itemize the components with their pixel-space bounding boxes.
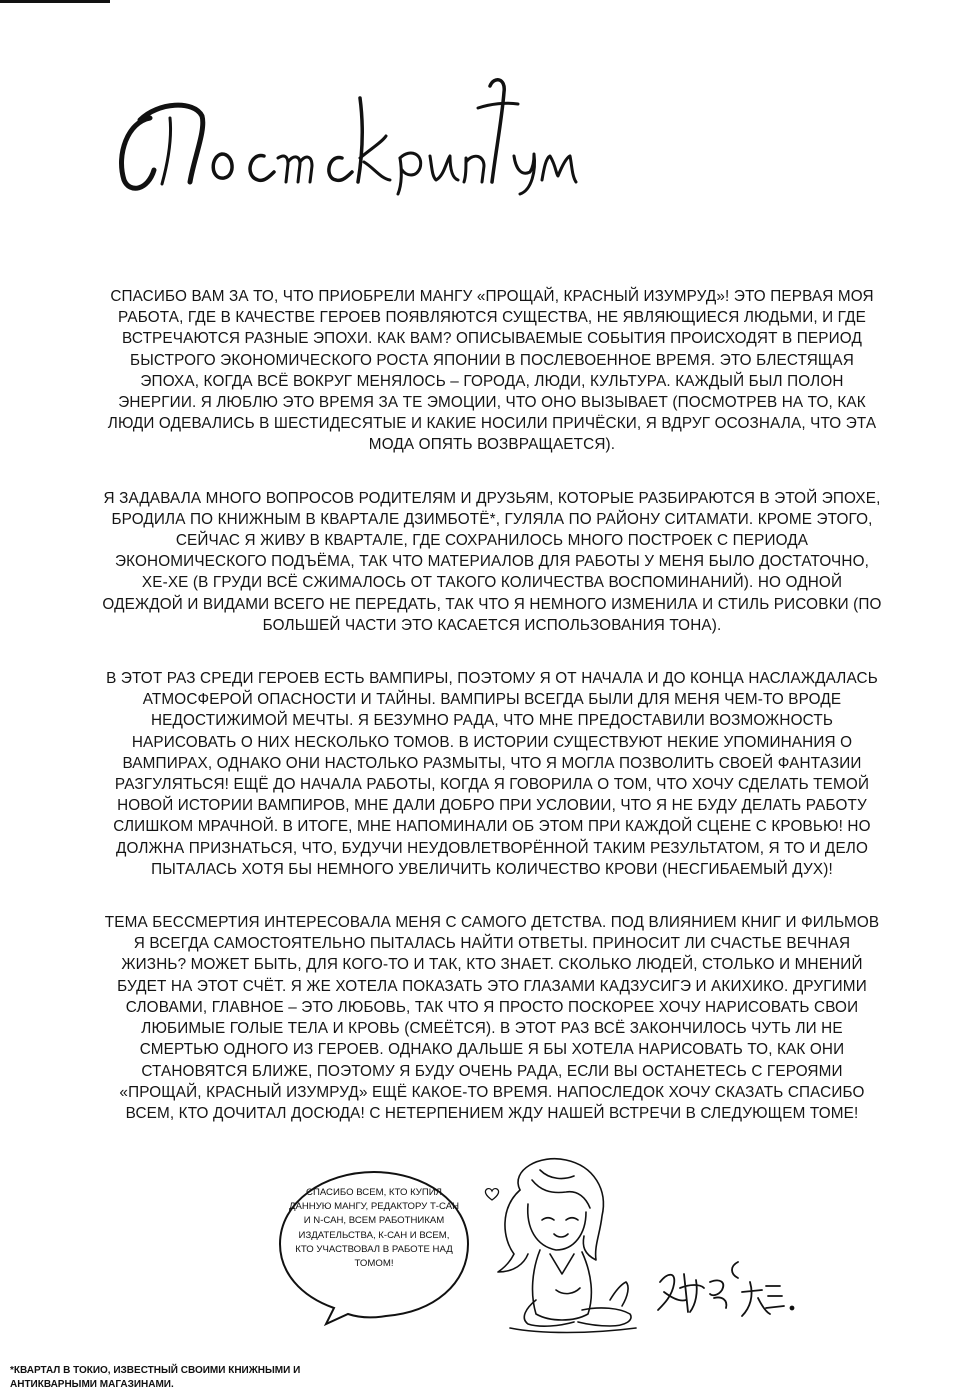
afterword-text: [100, 286, 884, 1156]
paragraph: В ЭТОТ РАЗ СРЕДИ ГЕРОЕВ ЕСТЬ ВАМПИРЫ, ПОЭТОМУ Я ОТ НАЧАЛА И ДО КОНЦА НАСЛАЖДАЛАСЬ АТМОСФЕРОЙ ОПАСНОСТИ И ТАЙНЫ. ВАМПИРЫ ВСЕГДА БЫЛИ ДЛЯ МЕНЯ ЧЕМ-ТО ВРОДЕ НЕДОСТИЖИМОЙ МЕЧТЫ. Я БЕЗУМНО РАДА, ЧТО МНЕ ПРЕДОСТАВИЛИ ВОЗМОЖНОСТЬ НАРИСОВАТЬ О НИХ НЕСКОЛЬКО ТОМОВ. В ИСТОРИИ СУЩЕСТВУЮТ НЕКИЕ УПОМИНАНИЯ О ВАМПИРАХ, ОДНАКО ОНИ НАСТОЛЬКО РАЗМЫТЫ, ЧТО Я МОГЛА ПОЗВОЛИТЬ СВОЕЙ ФАНТАЗИИ РАЗГУЛЯТЬСЯ! ЕЩЁ ДО НАЧАЛА РАБОТЫ, КОГДА Я ГОВОРИЛА О ТОМ, ЧТО ХОЧУ СДЕЛАТЬ ТЕМОЙ НОВОЙ ИСТОРИИ ВАМПИРОВ, МНЕ ДАЛИ ДОБРО ПРИ УСЛОВИИ, ЧТО Я НЕ БУДУ ДЕЛАТЬ РАБОТУ СЛИШКОМ МРАЧНОЙ. В ИТОГЕ, МНЕ НАПОМИНАЛИ ОБ ЭТОМ ПРИ КАЖДОЙ СЦЕНЕ С КРОВЬЮ! НО ДОЛЖНА ПРИЗНАТЬСЯ, ЧТО, БУДУЧИ НЕУДОВЛЕТВОРЁННОЙ ТАКИМ РЕЗУЛЬТАТОМ, Я ТО И ДЕЛО ПЫТАЛАСЬ ХОТЯ БЫ НЕМНОГО УВЕЛИЧИТЬ КОЛИЧЕСТВО КРОВИ (НЕСГИБАЕМЫЙ ДУХ)!: [106, 670, 878, 878]
author-signature: [650, 1252, 800, 1332]
calligraphy-title: [110, 58, 580, 198]
paragraph: Я ЗАДАВАЛА МНОГО ВОПРОСОВ РОДИТЕЛЯМ И ДРУЗЬЯМ, КОТОРЫЕ РАЗБИРАЮТСЯ В ЭТОЙ ЭПОХЕ, БРОДИЛА ПО КНИЖНЫМ В КВАРТАЛЕ ДЗИМБОТЁ*, ГУЛЯЛА ПО РАЙОНУ СИТАМАТИ. КРОМЕ ЭТОГО, СЕЙЧАС Я ЖИВУ В КВАРТАЛЕ, ГДЕ СОХРАНИЛОСЬ МНОГО ПОСТРОЕК С ПЕРИОДА ЭКОНОМИЧЕСКОГО ПОДЪЁМА, ТАК ЧТО МАТЕРИАЛОВ ДЛЯ РАБОТЫ У МЕНЯ БЫЛО ДОСТАТОЧНО, ХЕ-ХЕ (В ГРУДИ ВСЁ СЖИМАЛОСЬ ОТ ТАКОГО КОЛИЧЕСТВА ВОСПОМИНАНИЙ). НО ОДНОЙ ОДЕЖДОЙ И ВИДАМИ ВСЕГО НЕ ПЕРЕДАТЬ, ТАК ЧТО Я НЕМНОГО ИЗМЕНИЛА И СТИЛЬ РИСОВКИ (ПО БОЛЬШЕЙ ЧАСТИ ЭТО КАСАЕТСЯ ИСПОЛЬЗОВАНИЯ ТОНА).: [102, 489, 882, 634]
top-rule: [0, 0, 110, 3]
bubble-thanks-text: СПАСИБО ВСЕМ, КТО КУПИЛ ДАННУЮ МАНГУ, РЕДАКТОРУ Т-САН И N-САН, ВСЕМ РАБОТНИКАМ ИЗДАТЕЛЬСТВА, К-САН И ВСЕМ, КТО УЧАСТВОВАЛ В РАБОТЕ НАД ТОМОМ!: [288, 1187, 460, 1270]
paragraph: ТЕМА БЕССМЕРТИЯ ИНТЕРЕСОВАЛА МЕНЯ С САМОГО ДЕТСТВА. ПОД ВЛИЯНИЕМ КНИГ И ФИЛЬМОВ Я ВСЕГДА САМОСТОЯТЕЛЬНО ПЫТАЛАСЬ НАЙТИ ОТВЕТЫ. ПРИНОСИТ ЛИ СЧАСТЬЕ ВЕЧНАЯ ЖИЗНЬ? МОЖЕТ БЫТЬ, ДЛЯ КОГО-ТО И ТАК, КТО ЗНАЕТ. СКОЛЬКО ЛЮДЕЙ, СТОЛЬКО И МНЕНИЙ БУДЕТ НА ЭТОТ СЧЁТ. Я ЖЕ ХОТЕЛА ПОКАЗАТЬ ЭТО ГЛАЗАМИ КАДЗУСИГЭ И АКИХИКО. ДРУГИМИ СЛОВАМИ, ГЛАВНОЕ – ЭТО ЛЮБОВЬ, ТАК ЧТО Я ПРОСТО ПОСКОРЕЕ ХОЧУ НАРИСОВАТЬ СВОИ ЛЮБИМЫЕ ГОЛЫЕ ТЕЛА И КРОВЬ (СМЕЁТСЯ). В ЭТОТ РАЗ ВСЁ ЗАКОНЧИЛОСЬ ЧУТЬ ЛИ НЕ СМЕРТЬЮ ОДНОГО ИЗ ГЕРОЕВ. ОДНАКО ДАЛЬШЕ Я БЫ ХОТЕЛА НАРИСОВАТЬ ТО, КАК ОНИ СТАНОВЯТСЯ БЛИЖЕ, ПОЭТОМУ Я БУДУ ОЧЕНЬ РАДА, ЕСЛИ ВЫ ОСТАНЕТЕСЬ С ГЕРОЯМИ «ПРОЩАЙ, КРАСНЫЙ ИЗУМРУД» ЕЩЁ КАКОЕ-ТО ВРЕМЯ. НАПОСЛЕДОК ХОЧУ СКАЗАТЬ СПАСИБО ВСЕМ, КТО ДОЧИТАЛ ДОСЮДА! С НЕТЕРПЕНИЕМ ЖДУ НАШЕЙ ВСТРЕЧИ В СЛЕДУЮЩЕМ ТОМЕ!: [104, 914, 880, 1122]
speech-bubble: [274, 1166, 474, 1328]
footnote: *КВАРТАЛ В ТОКИО, ИЗВЕСТНЫЙ СВОИМИ КНИЖНЫМИ И АНТИКВАРНЫМИ МАГАЗИНАМИ.: [10, 1365, 301, 1390]
paragraph: СПАСИБО ВАМ ЗА ТО, ЧТО ПРИОБРЕЛИ МАНГУ «ПРОЩАЙ, КРАСНЫЙ ИЗУМРУД»! ЭТО ПЕРВАЯ МОЯ РАБОТА, ГДЕ В КАЧЕСТВЕ ГЕРОЕВ ПОЯВЛЯЮТСЯ СУЩЕСТВА, НЕ ЯВЛЯЮЩИЕСЯ ЛЮДЬМИ, И ГДЕ ВСТРЕЧАЮТСЯ РАЗНЫЕ ЭПОХИ. КАК ВАМ? ОПИСЫВАЕМЫЕ СОБЫТИЯ ПРОИСХОДЯТ В ПЕРИОД БЫСТРОГО ЭКОНОМИЧЕСКОГО РОСТА ЯПОНИИ В ПОСЛЕВОЕННОЕ ВРЕМЯ. ЭТО БЛЕСТЯЩАЯ ЭПОХА, КОГДА ВСЁ ВОКРУГ МЕНЯЛОСЬ – ГОРОДА, ЛЮДИ, КУЛЬТУРА. КАЖДЫЙ БЫЛ ПОЛОН ЭНЕРГИИ. Я ЛЮБЛЮ ЭТО ВРЕМЯ ЗА ТЕ ЭМОЦИИ, ЧТО ОНО ВЫЗЫВАЕТ (ПОСМОТРЕВ НА ТО, КАК ЛЮДИ ОДЕВАЛИСЬ В ШЕСТИДЕСЯТЫЕ И КАКИЕ НОСИЛИ ПРИЧЁСКИ, Я ВДРУГ ОСОЗНАЛА, ЧТО ЭТА МОДА ОПЯТЬ ВОЗВРАЩАЕТСЯ).: [107, 288, 877, 454]
page-title: [110, 58, 580, 198]
author-chibi-illustration: [470, 1150, 640, 1340]
